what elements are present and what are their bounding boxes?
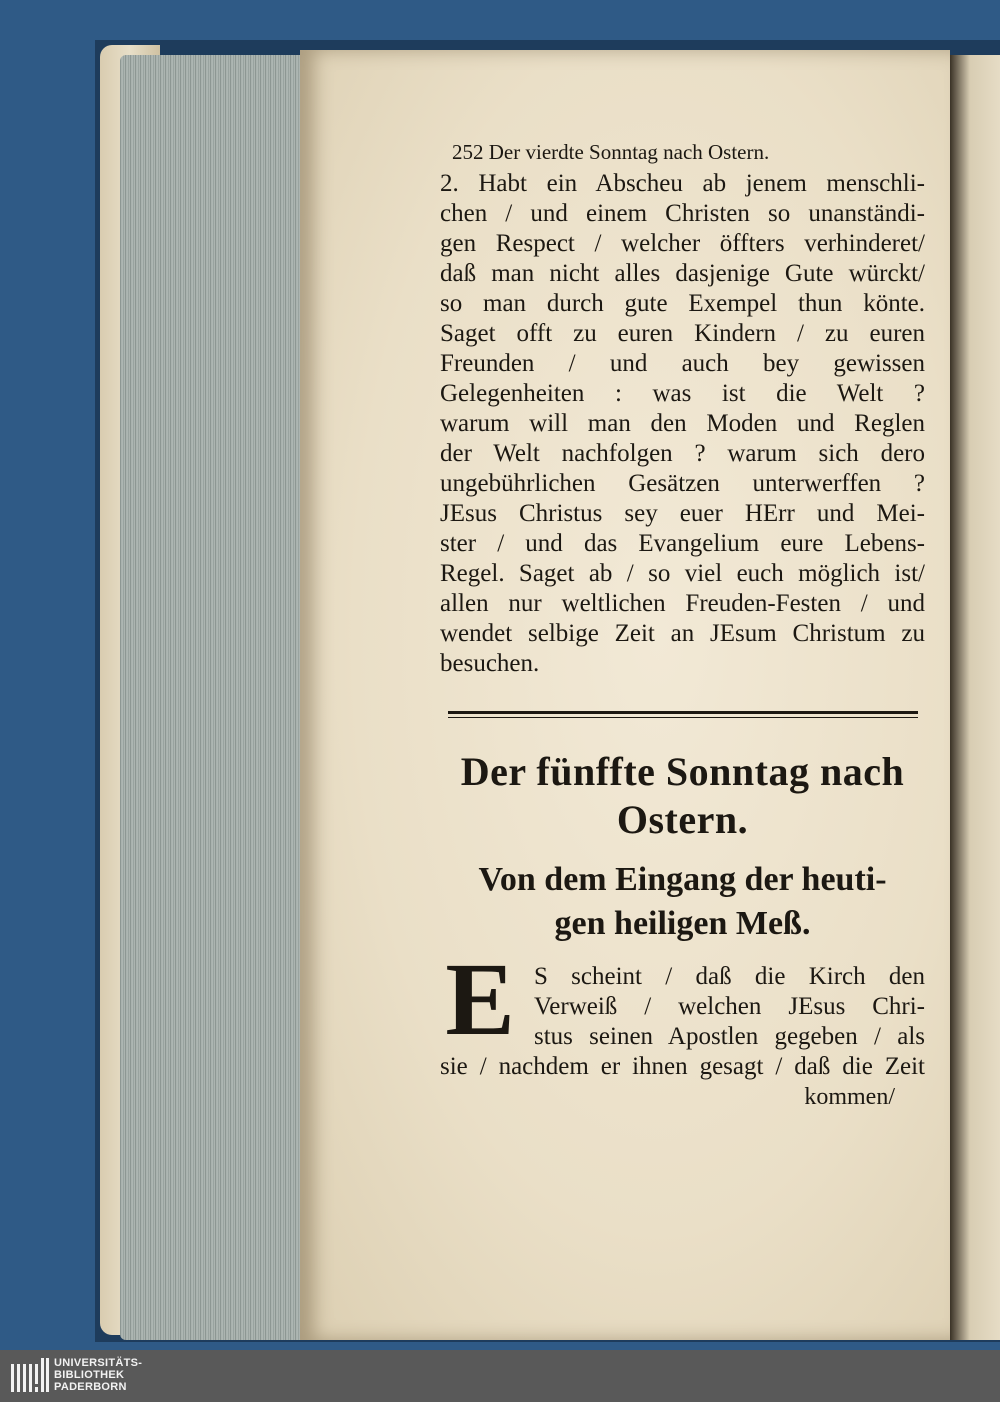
running-header: 252 Der vierdte Sonntag nach Ostern. — [452, 140, 770, 164]
text-line: chen / und einem Christen so unanständi- — [440, 200, 925, 227]
section-title-line: Ostern. — [616, 797, 749, 842]
text-line: daß man nicht alles dasjenige Gute würckt/ — [440, 260, 925, 287]
text-line: Gelegenheiten : was ist die Welt ? — [440, 380, 925, 407]
section-subtitle-line: gen heiligen Meß. — [554, 905, 811, 942]
text-line: so man durch gute Exempel thun könte. — [440, 290, 925, 317]
page-block-edge — [120, 55, 320, 1340]
section-title-line: Der fünffte Sonntag nach — [460, 749, 905, 794]
text-line: wendet selbige Zeit an JEsum Christum zu — [440, 620, 925, 647]
text-line: warum will man den Moden und Reglen — [440, 410, 925, 437]
logo-line: PADERBORN — [54, 1381, 127, 1393]
logo-line: BIBLIOTHEK — [54, 1369, 125, 1381]
section-subtitle-line: Von dem Eingang der heuti- — [478, 861, 887, 898]
page-text — [440, 140, 925, 1111]
text-line: Freunden / und auch bey gewissen — [440, 350, 925, 377]
logo-line: UNIVERSITÄTS- — [54, 1357, 143, 1369]
text-line: Regel. Saget ab / so viel euch möglich ist/ — [440, 560, 925, 587]
catchword: kommen/ — [804, 1084, 895, 1110]
text-line: allen nur weltlichen Freuden-Festen / und — [440, 590, 925, 617]
text-line: stus seinen Apostlen gegeben / als — [534, 1023, 925, 1050]
decorated-initial: E — [445, 942, 515, 1057]
paragraph — [440, 169, 925, 679]
paragraph-with-initial — [440, 942, 925, 1082]
library-logo-icon — [10, 1356, 50, 1394]
footer-bar — [0, 1350, 1000, 1402]
text-line: sie / nachdem er ihnen gesagt / daß die Zeit — [440, 1053, 925, 1080]
text-line: S scheint / daß die Kirch den — [534, 963, 925, 990]
text-line: Saget offt zu euren Kindern / zu euren — [440, 320, 925, 347]
text-line: gen Respect / welcher öffters verhinderet/ — [440, 230, 925, 257]
section-subtitle — [440, 858, 925, 946]
text-line: 2. Habt ein Abscheu ab jenem menschli- — [440, 170, 925, 197]
library-logo-text — [54, 1357, 142, 1393]
text-line: JEsus Christus sey euer HErr und Mei- — [440, 500, 925, 527]
text-line: Verweiß / welchen JEsus Chri- — [534, 993, 925, 1020]
text-line: besuchen. — [440, 650, 540, 677]
facing-page-edge — [950, 55, 1000, 1340]
section-divider — [448, 711, 918, 718]
text-line: ster / und das Evangelium eure Lebens- — [440, 530, 925, 557]
section-title — [440, 748, 925, 844]
text-line: ungebührlichen Gesätzen unterwerffen ? — [440, 470, 925, 497]
text-line: der Welt nachfolgen ? warum sich dero — [440, 440, 925, 467]
